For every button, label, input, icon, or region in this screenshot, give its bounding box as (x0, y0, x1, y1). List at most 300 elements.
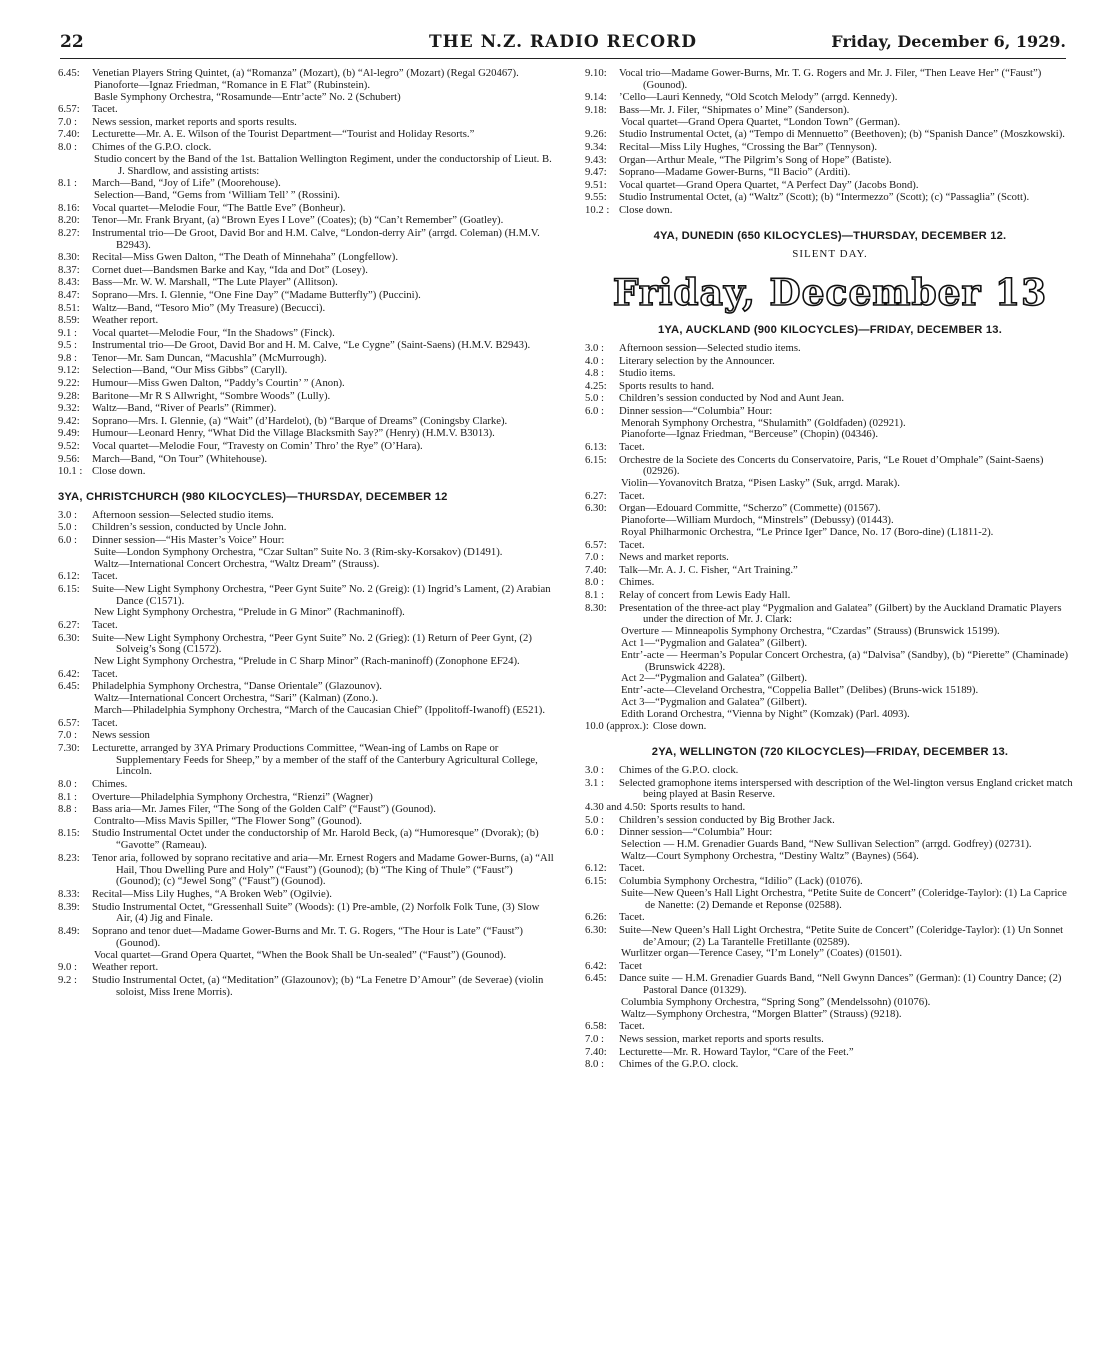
issue-date: Friday, December 6, 1929. (831, 32, 1066, 51)
entry-line: Violin—Yovanovitch Bratza, “Pisen Lasky” (Suk, arrgd. Marak). (621, 477, 900, 490)
entry-line: Studio items. (619, 367, 676, 380)
entry-body (92, 265, 554, 277)
entry-line: Menorah Symphony Orchestra, “Shulamith” (Goldfaden) (02921). (621, 416, 906, 429)
entry-time: 10.0 (approx.): (585, 720, 649, 733)
entry-time: 5.0 : (585, 813, 605, 826)
entry-time: 6.27: (58, 618, 80, 631)
programme-entry (58, 889, 554, 901)
entry-line: Humour—Leonard Henry, “What Did the Village Blacksmith Say?” (Henry) (H.M.V. B3013). (92, 427, 495, 440)
entry-line: Tacet. (619, 441, 645, 454)
programme-entry (58, 340, 554, 352)
programme-entry (58, 328, 554, 340)
entry-time: 9.26: (585, 128, 607, 141)
programme-entry (58, 303, 554, 315)
entry-body (619, 603, 1075, 721)
entry-line: Sports results to hand. (619, 379, 714, 392)
programme-entry (585, 68, 1075, 92)
entry-body (92, 328, 554, 340)
entry-time: 6.45: (585, 972, 607, 985)
entry-line: Pianoforte—Ignaz Friedman, “Berceuse” (Chopin) (04346). (621, 428, 879, 441)
entry-time: 8.0 : (58, 777, 78, 790)
entry-line: Tacet. (92, 716, 118, 729)
entry-body (619, 68, 1075, 92)
entry-body (92, 804, 554, 828)
entry-time: 7.40: (58, 128, 80, 141)
entry-line: Selection—Band, “Gems from ‘William Tell’ ” (Rossini). (94, 188, 340, 201)
entry-line: Overture—Philadelphia Symphony Orchestra, “Rienzi” (Wagner) (92, 790, 373, 803)
entry-body (92, 178, 554, 202)
programme-entry (585, 765, 1075, 777)
entry-body (619, 455, 1075, 490)
entry-body (92, 215, 554, 227)
entry-body (92, 902, 554, 926)
entry-time: 8.0 : (585, 576, 605, 589)
entry-line: Recital—Miss Lily Hughes, “A Broken Web” (Ogilvie). (92, 888, 332, 901)
entry-time: 8.27: (58, 226, 80, 239)
entry-time: 6.57: (58, 716, 80, 729)
entry-body (619, 368, 1075, 380)
entry-time: 8.39: (58, 900, 80, 913)
entry-time: 7.40: (585, 1045, 607, 1058)
entry-time: 6.26: (585, 911, 607, 924)
entry-body (92, 228, 554, 252)
entry-body (92, 68, 554, 103)
entry-time: 9.51: (585, 178, 607, 191)
entry-body (92, 522, 554, 534)
right-top-list (585, 68, 1075, 217)
programme-entry (58, 277, 554, 289)
right-column (585, 68, 1075, 1072)
entry-line: Studio Instrumental Octet under the conductorship of Mr. Harold Beck, (a) “Humoresque” (Dvorak); (b) “Gavotte” (Rameau). (92, 827, 539, 852)
programme-entry (58, 853, 554, 888)
entry-line: Waltz—Band, “Tesoro Mio” (My Treasure) (Becucci). (92, 301, 326, 314)
entry-time: 9.1 : (58, 326, 78, 339)
entry-body (92, 926, 554, 961)
entry-body (92, 620, 554, 632)
entry-line: Suite—New Light Symphony Orchestra, “Peer Gynt Suite” No. 2 (Grieg): (1) Return of Peer Gynt, (2) Solveig’s Song (C1572). (92, 631, 532, 656)
section-heading-2ya: 2YA, WELLINGTON (720 KILOCYCLES)—FRIDAY, DECEMBER 13. (651, 746, 1009, 759)
entry-line: Venetian Players String Quintet, (a) “Romanza” (Mozart), (b) “Al-legro” (Mozart) (Regal G20467). (92, 67, 519, 79)
entry-body (92, 340, 554, 352)
entry-time: 6.0 : (58, 534, 78, 546)
entry-line: Waltz—International Concert Orchestra, “Waltz Dream” (Strauss). (94, 557, 380, 570)
entry-time: 7.30: (58, 741, 80, 754)
programme-entry (58, 315, 554, 327)
programme-entry (58, 454, 554, 466)
programme-entry (58, 353, 554, 365)
programme-entry (58, 466, 554, 478)
entry-body (92, 303, 554, 315)
entry-body (619, 356, 1075, 368)
entry-time: 7.0 : (58, 729, 78, 742)
entry-line: Tenor aria, followed by soprano recitative and aria—Mr. Ernest Rogers and Madame Gower-Burns, (a) “All Hail, Thou Dwelling Pure and Holy” (“Faust”) (Gounod); (b) “The King of Thule” (“Faust”) (Gounod); (c) “Jewel Song” (“Faust”) (Gounod). (92, 851, 554, 888)
section-heading-4ya: 4YA, DUNEDIN (650 KILOCYCLES)—THURSDAY, DECEMBER 12. (653, 229, 1007, 242)
programme-entry (585, 552, 1075, 564)
page-header (60, 30, 1066, 58)
entry-time: 3.0 : (585, 763, 605, 776)
entry-body (92, 669, 554, 681)
page-number: 22 (60, 32, 84, 52)
entry-time: 3.1 : (585, 776, 605, 789)
entry-line: Tacet. (619, 1020, 645, 1033)
entry-line: Act 1—“Pygmalion and Galatea” (Gilbert). (621, 637, 808, 649)
entry-time: 6.12: (585, 862, 607, 875)
programme-entry (585, 961, 1075, 973)
entry-line: Suite—London Symphony Orchestra, “Czar Sultan” Suite No. 3 (Rim-sky-Korsakov) (D1491). (94, 545, 503, 558)
entry-body (92, 571, 554, 583)
entry-body (92, 510, 554, 522)
entry-line: Tacet (619, 959, 642, 972)
entry-body (92, 962, 554, 974)
entry-time: 9.42: (58, 414, 80, 427)
entry-line: Recital—Miss Lily Hughes, “Crossing the Bar” (Tennyson). (619, 140, 878, 153)
entry-time: 10.1 : (58, 465, 83, 478)
entry-time: 7.40: (585, 563, 607, 576)
entry-body (619, 961, 1075, 973)
entry-body (619, 205, 1075, 217)
entry-body (619, 912, 1075, 924)
entry-time: 8.47: (58, 288, 80, 301)
entry-line: Tacet. (92, 667, 118, 680)
entry-line: Basle Symphony Orchestra, “Rosamunde—Entr’acte” No. 2 (Schubert) (94, 90, 401, 103)
programme-entry (58, 975, 554, 999)
entry-line: Sports results to hand. (650, 800, 746, 813)
entry-body (92, 975, 554, 999)
entry-line: Vocal quartet—Grand Opera Quartet, “London Town” (German). (621, 115, 901, 128)
programme-entry (58, 510, 554, 522)
entry-body (619, 973, 1075, 1020)
programme-entry (585, 802, 1075, 814)
entry-body (619, 393, 1075, 405)
entry-body (92, 428, 554, 440)
entry-line: Waltz—Band, “River of Pearls” (Rimmer). (92, 402, 277, 415)
entry-line: Chimes. (619, 576, 655, 589)
entry-line: New Light Symphony Orchestra, “Prelude in G Minor” (Rachmaninoff). (94, 606, 405, 619)
programme-entry (58, 779, 554, 791)
entry-body (92, 466, 554, 478)
entry-line: Act 2—“Pygmalion and Galatea” (Gilbert). (621, 672, 808, 685)
entry-time: 8.59: (58, 314, 80, 327)
entry-time: 9.34: (585, 140, 607, 153)
entry-line: Tacet. (619, 489, 645, 502)
entry-body (650, 802, 1075, 814)
programme-entry (585, 863, 1075, 875)
entry-line: Close down. (619, 203, 673, 216)
programme-entry (585, 1021, 1075, 1033)
entry-body (92, 441, 554, 453)
entry-time: 7.0 : (585, 1033, 605, 1046)
entry-time: 6.0 : (585, 826, 605, 839)
entry-body (92, 315, 554, 327)
entry-body (619, 503, 1075, 538)
entry-body (92, 290, 554, 302)
programme-entry (58, 391, 554, 403)
programme-entry (585, 368, 1075, 380)
entry-body (619, 381, 1075, 393)
programme-entry (585, 1059, 1075, 1071)
entry-line: Humour—Miss Gwen Dalton, “Paddy’s Courtin’ ” (Anon). (92, 377, 345, 390)
entry-line: Selection — H.M. Grenadier Guards Band, “New Sullivan Selection” (arrgd. Godfrey) (02731). (621, 837, 1032, 850)
entry-line: Instrumental trio—De Groot, David Bor and H. M. Calve, “Le Cygne” (Saint-Saens) (H.M.V. B2943). (92, 339, 531, 352)
day-heading (585, 272, 1075, 315)
programme-entry (58, 902, 554, 926)
entry-body (619, 1021, 1075, 1033)
entry-line: Bass—Mr. J. Filer, “Shipmates o’ Mine” (Sanderson). (619, 103, 850, 116)
programme-entry (58, 265, 554, 277)
entry-body (619, 590, 1075, 602)
programme-entry (58, 718, 554, 730)
programme-entry (585, 142, 1075, 154)
entry-body (619, 577, 1075, 589)
entry-line: Vocal quartet—Grand Opera Quartet, “When the Book Shall be Un-sealed” (“Faust”) (Gounod). (94, 948, 507, 961)
entry-line: March—Philadelphia Symphony Orchestra, “March of the Caucasian Chief” (Ippolitoff-Iwanoff) (E521). (94, 703, 546, 716)
entry-time: 9.10: (585, 67, 607, 79)
entry-body (619, 778, 1075, 802)
programme-entry (58, 584, 554, 619)
programme-entry (58, 365, 554, 377)
entry-line: Entr’-acte—Cleveland Orchestra, “Coppelia Ballet” (Delibes) (Bruns-wick 15189). (621, 684, 979, 697)
entry-line: Soprano—Mrs. I. Glennie, “One Fine Day” (“Madame Butterfly”) (Puccini). (92, 288, 421, 301)
programme-entry (585, 393, 1075, 405)
programme-entry (585, 827, 1075, 862)
programme-entry (585, 442, 1075, 454)
programme-entry (58, 792, 554, 804)
entry-body (619, 565, 1075, 577)
entry-body (619, 155, 1075, 167)
entry-time: 9.52: (58, 440, 80, 453)
entry-time: 8.30: (585, 601, 607, 614)
entry-body (619, 343, 1075, 355)
entry-time: 6.42: (585, 959, 607, 972)
entry-body (92, 391, 554, 403)
entry-time: 6.58: (585, 1020, 607, 1033)
entry-time: 9.49: (58, 427, 80, 440)
programme-entry (58, 804, 554, 828)
programme-entry (58, 228, 554, 252)
entry-time: 9.0 : (58, 961, 78, 974)
entry-line: Soprano—Madame Gower-Burns, “Il Bacio” (Arditi). (619, 166, 851, 179)
entry-line: Dinner session—“His Master’s Voice” Hour: (92, 534, 285, 546)
entry-body (92, 142, 554, 177)
entry-line: Dance suite — H.M. Grenadier Guards Band, “Nell Gwynn Dances” (German): (1) Country Dance; (2) Pastoral Dance (01329). (619, 972, 1062, 997)
programme-entry (58, 428, 554, 440)
programme-entry (585, 721, 1075, 733)
list-3ya (58, 510, 554, 999)
entry-line: Afternoon session—Selected studio items. (92, 508, 274, 521)
entry-line: Pianoforte—Ignaz Friedman, “Romance in E Flat” (Rubinstein). (94, 78, 371, 91)
entry-line: Organ—Arthur Meale, “The Pilgrim’s Song of Hope” (Batiste). (619, 153, 892, 166)
entry-time: 8.1 : (58, 790, 78, 803)
programme-entry (58, 633, 554, 668)
entry-line: News session, market reports and sports results. (92, 115, 297, 128)
programme-entry (58, 926, 554, 961)
programme-entry (58, 743, 554, 778)
entry-body (619, 1059, 1075, 1071)
entry-time: 6.57: (58, 103, 80, 116)
entry-line: Studio Instrumental Octet, “Gressenhall Suite” (Woods): (1) Pre-amble, (2) Norfolk Folk Tune, (3) Slow Air, (4) Jig and Finale. (92, 900, 540, 925)
entry-line: New Light Symphony Orchestra, “Prelude in C Sharp Minor” (Rach-maninoff) (Zonophone EF24). (94, 655, 520, 668)
entry-body (92, 365, 554, 377)
entry-body (92, 117, 554, 129)
entry-time: 6.45: (58, 680, 80, 693)
entry-time: 8.30: (58, 251, 80, 264)
entry-time: 8.33: (58, 888, 80, 901)
entry-body (619, 815, 1075, 827)
programme-entry (58, 117, 554, 129)
entry-body (92, 252, 554, 264)
entry-body (619, 491, 1075, 503)
entry-line: Entr’-acte — Heerman’s Popular Concert Orchestra, (a) “Dalvisa” (Sandby), (b) “Pierette” (Chaminade) (Brunswick 4228). (621, 648, 1069, 673)
entry-line: Children’s session conducted by Nod and Aunt Jean. (619, 392, 844, 405)
entry-line: Recital—Miss Gwen Dalton, “The Death of Minnehaha” (Longfellow). (92, 251, 398, 264)
programme-entry (58, 730, 554, 742)
entry-time: 6.30: (585, 502, 607, 515)
entry-line: Studio Instrumental Octet, (a) “Waltz” (Scott); (b) “Intermezzo” (Scott); (c) “Passaglia” (Scott). (619, 191, 1030, 204)
entry-body (92, 584, 554, 619)
programme-entry (58, 178, 554, 202)
entry-time: 9.8 : (58, 351, 78, 364)
entry-time: 6.45: (58, 67, 80, 79)
entry-body (619, 167, 1075, 179)
entry-time: 10.2 : (585, 203, 610, 216)
publication-title: THE N.Z. RADIO RECORD (429, 32, 697, 52)
entry-line: Vocal trio—Madame Gower-Burns, Mr. T. G. Rogers and Mr. J. Filer, “Then Leave Her” (“Faust”) (Gounod). (619, 67, 1042, 91)
entry-line: Selected gramophone items interspersed with description of the Wel-lington versus England cricket match being played at Basin Reserve. (619, 776, 1073, 801)
programme-entry (58, 571, 554, 583)
entry-line: Philadelphia Symphony Orchestra, “Danse Orientale” (Glazounov). (92, 680, 382, 693)
entry-line: Tacet. (619, 862, 645, 875)
entry-time: 9.2 : (58, 973, 78, 986)
entry-line: Vocal quartet—Melodie Four, “Travesty on Comin’ Thro’ the Rye” (O’Hara). (92, 440, 423, 453)
programme-entry (58, 129, 554, 141)
entry-time: 8.15: (58, 827, 80, 840)
entry-line: Contralto—Miss Mavis Spiller, “The Flower Song” (Gounod). (94, 814, 362, 827)
programme-entry (585, 876, 1075, 911)
programme-entry (585, 180, 1075, 192)
entry-body (92, 730, 554, 742)
entry-body (619, 827, 1075, 862)
entry-time: 6.15: (585, 453, 607, 466)
entry-line: Vocal quartet—Grand Opera Quartet, “A Perfect Day” (Jacobs Bond). (619, 178, 919, 191)
entry-time: 6.0 : (585, 404, 605, 417)
programme-entry (58, 620, 554, 632)
entry-body (92, 853, 554, 888)
entry-time: 8.23: (58, 851, 80, 864)
entry-line: Act 3—“Pygmalion and Galatea” (Gilbert). (621, 695, 808, 708)
entry-line: Pianoforte—William Murdoch, “Minstrels” (Debussy) (01443). (621, 514, 894, 527)
programme-entry (585, 105, 1075, 129)
entry-time: 8.1 : (58, 177, 78, 190)
entry-body (619, 1034, 1075, 1046)
entry-line: Suite—New Queen’s Hall Light Orchestra, “Petite Suite de Concert” (Coleridge-Taylor): (1) Un Sonnet de’Amour; (2) La Tarantelle Fretillante (02589). (619, 923, 1064, 948)
entry-line: Weather report. (92, 314, 159, 327)
programme-entry (58, 681, 554, 716)
entry-line: Overture — Minneapolis Symphony Orchestra, “Czardas” (Strauss) (Brunswick 15199). (621, 625, 1000, 638)
programme-entry (585, 406, 1075, 441)
programme-entry (585, 356, 1075, 368)
entry-line: Presentation of the three-act play “Pygmalion and Galatea” (Gilbert) by the Auckland Dramatic Players under the direction of Mr. J. Clark: (619, 601, 1062, 626)
entry-body (92, 104, 554, 116)
entry-body (92, 743, 554, 778)
entry-body (92, 416, 554, 428)
entry-line: Bass aria—Mr. James Filer, “The Song of the Golden Calf” (“Faust”) (Gounod). (92, 803, 436, 816)
entry-line: Orchestre de la Societe des Concerts du Conservatoire, Paris, “Le Rouet d’Omphale” (Saint-Saens) (02926). (619, 453, 1044, 478)
section-heading-1ya: 1YA, AUCKLAND (900 KILOCYCLES)—FRIDAY, DECEMBER 13. (657, 324, 1003, 337)
entry-body (619, 105, 1075, 129)
entry-line: Relay of concert from Lewis Eady Hall. (619, 589, 791, 602)
entry-time: 8.51: (58, 301, 80, 314)
entry-time: 8.0 : (585, 1058, 605, 1071)
list-1ya (585, 343, 1075, 733)
programme-entry (58, 68, 554, 103)
programme-entry (58, 252, 554, 264)
entry-body (619, 142, 1075, 154)
entry-time: 9.56: (58, 452, 80, 465)
programme-entry (585, 577, 1075, 589)
programme-entry (58, 378, 554, 390)
programme-entry (585, 590, 1075, 602)
programme-entry (585, 925, 1075, 960)
entry-line: Soprano and tenor duet—Madame Gower-Burns and Mr. T. G. Rogers, “The Hour is Late” (“Faust”) (Gounod). (92, 925, 523, 949)
left-top-list (58, 68, 554, 478)
programme-entry (585, 455, 1075, 490)
entry-time: 9.18: (585, 103, 607, 116)
entry-line: Tenor—Mr. Sam Duncan, “Macushla” (McMurrough). (92, 351, 327, 364)
programme-entry (585, 540, 1075, 552)
entry-line: March—Band, “Joy of Life” (Moorehouse). (92, 177, 281, 190)
section-heading-3ya: 3YA, CHRISTCHURCH (980 KILOCYCLES)—THURSDAY, DECEMBER 12 (58, 491, 448, 504)
entry-line: Instrumental trio—De Groot, David Bor and H.M. Calve, “London-derry Air” (arrgd. Coleman) (H.M.V. B2943). (92, 226, 540, 251)
entry-time: 6.12: (58, 570, 80, 583)
entry-line: Dinner session—“Columbia” Hour: (619, 826, 773, 839)
entry-line: Tacet. (92, 618, 118, 631)
entry-time: 9.5 : (58, 339, 78, 352)
programme-entry (585, 1034, 1075, 1046)
programme-entry (58, 962, 554, 974)
entry-time: 9.55: (585, 191, 607, 204)
entry-body (92, 779, 554, 791)
entry-body (92, 681, 554, 716)
entry-line: Chimes of the G.P.O. clock. (619, 763, 739, 776)
entry-time: 5.0 : (585, 392, 605, 405)
entry-line: Chimes of the G.P.O. clock. (92, 140, 212, 153)
entry-body (92, 403, 554, 415)
programme-entry (58, 535, 554, 570)
programme-entry (585, 343, 1075, 355)
programme-entry (58, 403, 554, 415)
entry-line: Soprano—Mrs. I. Glennie, (a) “Wait” (d’Hardelot), (b) “Barque of Dreams” (Coningsby Clarke). (92, 414, 508, 427)
entry-time: 8.37: (58, 263, 80, 276)
entry-body (92, 535, 554, 570)
entry-time: 6.13: (585, 441, 607, 454)
entry-body (619, 406, 1075, 441)
entry-line: March—Band, “On Tour” (Whitehouse). (92, 452, 268, 465)
entry-body (92, 129, 554, 141)
entry-body (92, 889, 554, 901)
entry-line: Lecturette—Mr. A. E. Wilson of the Tourist Department—“Tourist and Holiday Resorts.” (92, 128, 475, 141)
entry-line: Suite—New Queen’s Hall Light Orchestra, “Petite Suite de Concert” (Coleridge-Taylor): (1) La Caprice de Nanette: (2) Demande et Reponse (02588). (621, 886, 1067, 911)
entry-body (92, 718, 554, 730)
entry-time: 4.8 : (585, 367, 605, 380)
entry-line: Chimes. (92, 777, 128, 790)
entry-time: 4.25: (585, 379, 607, 392)
entry-line: Tenor—Mr. Frank Bryant, (a) “Brown Eyes I Love” (Coates); (b) “Can’t Remember” (Goatley). (92, 214, 504, 227)
left-column (58, 68, 554, 999)
programme-entry (58, 203, 554, 215)
entry-time: 6.30: (585, 923, 607, 936)
programme-entry (585, 912, 1075, 924)
programme-entry (585, 778, 1075, 802)
